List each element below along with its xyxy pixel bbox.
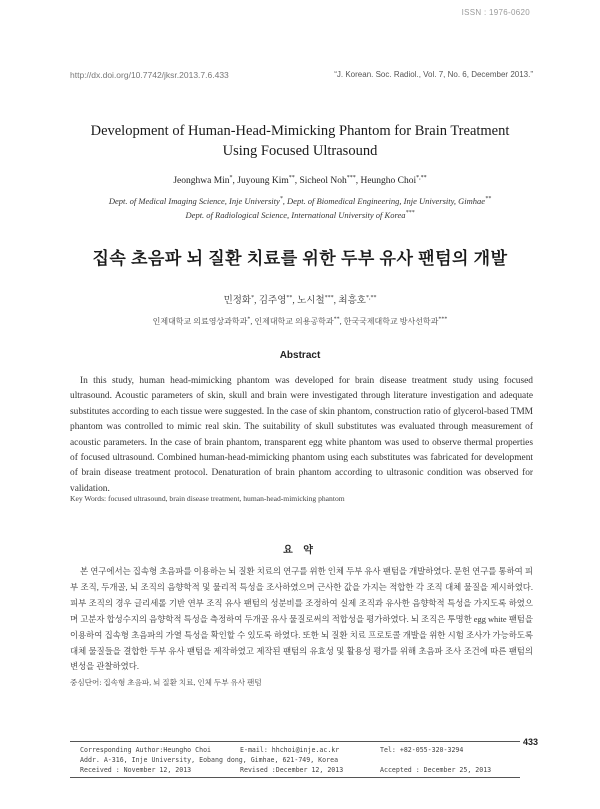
author: Juyoung Kim (237, 176, 289, 186)
correspondence-footer (70, 741, 520, 778)
author-mark: ** (288, 174, 295, 181)
telephone: Tel: +82-055-320-3294 (380, 746, 464, 754)
affiliation-line-2 (60, 210, 540, 220)
author-list: Jeonghwa Min*, Juyoung Kim**, Sicheol Noh***, Heungho Choi*,** (173, 174, 427, 186)
korean-author: 최흥호 (338, 296, 366, 306)
author-mark: ** (286, 294, 293, 301)
author-mark: * (229, 174, 233, 181)
footer-row (70, 745, 520, 755)
korean-abstract-heading: 요 약 (283, 545, 317, 556)
author-mark: *** (346, 174, 356, 181)
title-line-2: Using Focused Ultrasound (222, 143, 378, 159)
title-line-1: Development of Human-Head-Mimicking Phantom for Brain Treatment (90, 123, 510, 139)
paper-title (60, 121, 540, 161)
author: Sicheol Noh (299, 176, 347, 186)
author: Jeonghwa Min (173, 176, 230, 186)
page-number: 433 (522, 737, 538, 747)
corresponding-author: Corresponding Author:Heungho Choi (80, 746, 212, 754)
abstract-text: In this study, human head-mimicking phantom was developed for brain disease treatment study using focused ultrasound. Acoustic parameters of skin, skull and brain were investigated through literature investigation and adequate substitutes according to each tissue were suggested. In the case of skin phantom, construction ratio of glycerol-based TMM phantom was controlled to mimic real skin. The suitability of skull substitutes was evaluated through measurement of acoustic parameters. In the case of brain phantom, transparent egg white phantom was used to observe thermal properties of focused ultrasound. Combined human-head-mimicking phantom using each substitutes was fabricated for development of brain disease treatment protocol. Denaturation of brain phantom according to ultrasonic condition was observed for validation. (70, 376, 533, 494)
affiliation-line-1 (60, 196, 540, 206)
korean-affiliation: 인제대학교 의용공학과 (254, 317, 334, 326)
doi-link[interactable]: http://dx.doi.org/10.7742/jksr.2013.7.6.433 (70, 70, 229, 80)
received-date: Received : November 12, 2013 (80, 766, 192, 774)
korean-affiliations: 인제대학교 의료영상과학과*, 인제대학교 의용공학과**, 한국국제대학교 방사선학과*** (152, 316, 448, 326)
address: Addr. A-316, Inje University, Eobang dong, Gimhae, 621-749, Korea (80, 756, 339, 764)
affiliation-mark: * (247, 316, 251, 323)
issn: ISSN : 1976-0620 (461, 8, 530, 17)
affiliation: Dept. of Radiological Science, International University of Korea (185, 210, 406, 220)
korean-author-list: 민정화*, 김주영**, 노시철***, 최흥호*,** (223, 294, 377, 306)
affiliation: Dept. of Medical Imaging Science, Inje University (108, 196, 280, 206)
keywords: Key Words: focused ultrasound, brain disease treatment, human-head-mimicking phantom (70, 494, 345, 503)
korean-title: 집속 초음파 뇌 질환 치료를 위한 두부 유사 팬텀의 개발 (92, 249, 508, 268)
affiliation-mark: *** (438, 316, 448, 323)
author: Heungho Choi (360, 176, 417, 186)
korean-affiliation: 인제대학교 의료영상과학과 (152, 317, 248, 326)
footer-row (70, 765, 520, 775)
affiliation-mark: *** (405, 210, 415, 217)
affiliation: , Dept. of Biomedical Engineering, Inje University, Gimhae (282, 196, 486, 206)
affiliation-mark: * (279, 196, 283, 203)
korean-author: 김주영 (258, 296, 287, 306)
author-mark: *,** (365, 294, 377, 301)
korean-abstract-text: 본 연구에서는 집속형 초음파를 이용하는 뇌 질환 치료의 연구를 위한 인체 두부 유사 팬텀을 개발하였다. 문헌 연구를 통하여 피부 조직, 두개골, 뇌 조직의 음향학적 및 물리적 특성을 조사하였으며 근사한 값을 가지는 적합한 각 조직 대체 물질을 제시하였다. 피부 조직의 경우 글리세롤 기반 연부 조직 유사 팬텀의 성분비를 조정하여 실제 조직과 유사한 음향학적 특성을 가지도록 하였으며 고분자 합성수지의 음향학적 특성을 측정하여 두개골 유사 물질로써의 적합성을 평가하였다. 뇌 조직은 투명한 egg white 팬텀을 이용하여 집속형 초음파의 가열 특성을 확인할 수 있도록 하였다. 또한 뇌 질환 치료 프로토콜 개발을 위한 시험 조사가 가능하도록 대체 물질들을 결합한 두부 유사 팬텀을 제작하였고 제작된 팬텀의 유효성 및 활용성 평가를 위해 초음파 조사 조건에 따른 팬텀의 변성을 관찰하였다. (70, 567, 533, 672)
korean-author: 민정화 (223, 296, 252, 306)
affiliation-mark: ** (333, 316, 340, 323)
email[interactable]: E-mail: hhchoi@inje.ac.kr (240, 746, 340, 754)
author-mark: *,** (416, 174, 427, 181)
journal-reference: “J. Korean. Soc. Radiol., Vol. 7, No. 6, December 2013.” (334, 70, 533, 79)
korean-affiliation: 한국국제대학교 방사선학과 (343, 317, 439, 326)
abstract-heading: Abstract (279, 350, 321, 361)
korean-keywords: 중심단어: 집속형 초음파, 뇌 질환 치료, 인체 두부 유사 팬텀 (70, 678, 262, 687)
author-mark: * (251, 294, 255, 301)
accepted-date: Accepted : December 25, 2013 (380, 766, 492, 774)
author-mark: *** (324, 294, 334, 301)
korean-author: 노시철 (297, 296, 325, 306)
revised-date: Revised :December 12, 2013 (240, 766, 344, 774)
affiliation-mark: ** (485, 196, 492, 203)
footer-row (70, 755, 520, 765)
